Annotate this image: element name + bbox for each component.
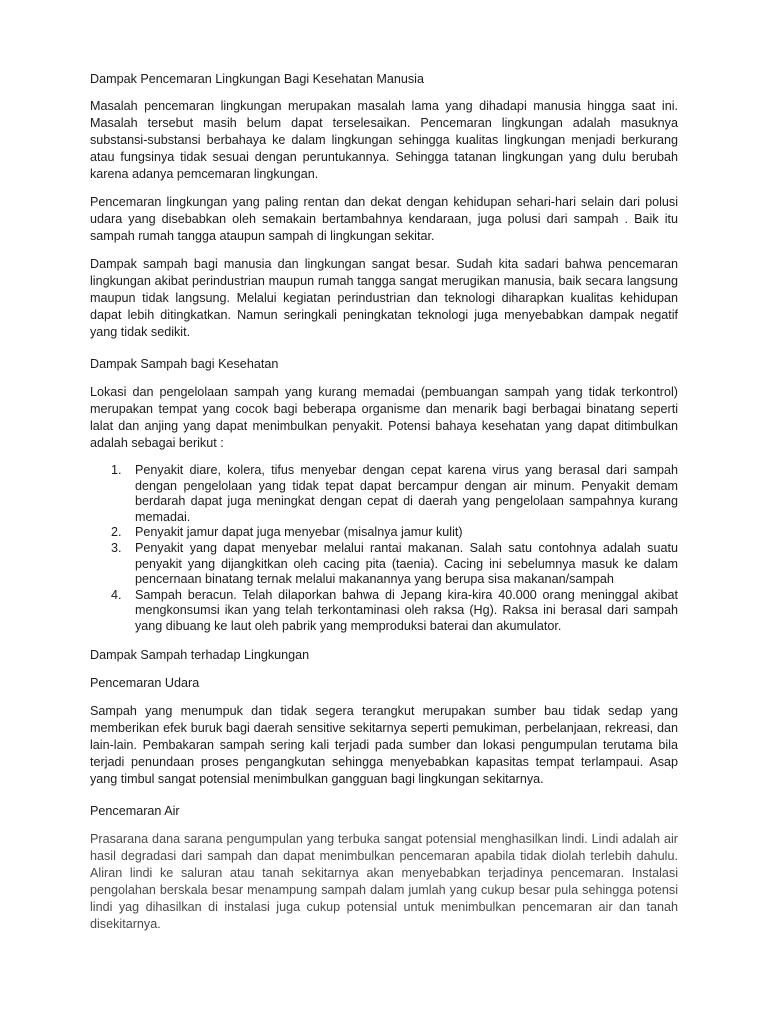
health-section-intro: Lokasi dan pengelolaan sampah yang kurang memadai (pembuangan sampah yang tidak terkontrol) merupakan tempat yang cocok bagi beberapa organisme dan menarik bagi berbagai binatang seperti lalat dan anjing yang dapat menimbulkan penyakit. Potensi bahaya kesehatan yang dapat ditimbulkan adalah sebagai berikut : xyxy=(90,385,678,450)
intro-paragraph-1: Masalah pencemaran lingkungan merupakan masalah lama yang dihadapi manusia hingga saat ini. Masalah tersebut masih belum dapat terselesaikan. Pencemaran lingkungan adalah masuknya substansi-substansi berbahaya ke dalam lingkungan sehingga kualitas lingkungan menjadi berkurang atau fungsinya tidak sesuai dengan peruntukannya. Sehingga tatanan lingkungan yang dulu berubah karena adanya pemcemaran lingkungan. xyxy=(90,99,678,181)
list-item xyxy=(111,525,678,541)
list-item-text: Sampah beracun. Telah dilaporkan bahwa di Jepang kira-kira 40.000 orang meninggal akibat mengkonsumsi ikan yang telah terkontaminasi oleh raksa (Hg). Raksa ini berasal dari sampah yang dibuang ke laut oleh pabrik yang memproduksi baterai dan akumulator. xyxy=(135,587,678,633)
list-item-text: Penyakit diare, kolera, tifus menyebar dengan cepat karena virus yang berasal dari sampah dengan pengelolaan yang tidak tepat dapat bercampur dengan air minum. Penyakit demam berdarah dapat juga meningkat dengan cepat di daerah yang pengelolaan sampahnya kurang memadai. xyxy=(135,463,678,524)
air-pollution-text: Sampah yang menumpuk dan tidak segera terangkut merupakan sumber bau tidak sedap yang memberikan efek buruk bagi daerah sensitive sekitarnya seperti pemukiman, perbelanjaan, rekreasi, dan lain-lain. Pembakaran sampah sering kali terjadi pada sumber dan lokasi pengumpulan terutama bila terjadi penundaan proses pengangkutan sehingga menyebabkan kapasitas tempat terlampaui. Asap yang timbul sangat potensial menimbulkan gangguan bagi lingkungan sekitarnya. xyxy=(90,703,678,786)
list-item-number: 2. xyxy=(111,525,122,540)
environment-section-heading: Dampak Sampah terhadap Lingkungan xyxy=(90,647,310,662)
health-section-heading: Dampak Sampah bagi Kesehatan xyxy=(90,357,279,371)
list-item-number: 4. xyxy=(111,587,122,602)
document-title: Dampak Pencemaran Lingkungan Bagi Kesehatan Manusia xyxy=(90,72,424,86)
list-item xyxy=(111,540,678,588)
list-item xyxy=(111,587,678,635)
list-item xyxy=(111,463,678,525)
intro-paragraph-2: Pencemaran lingkungan yang paling rentan dan dekat dengan kehidupan sehari-hari selain dari polusi udara yang disebabkan oleh semakain bertambahnya kendaraan, juga polusi dari sampah . Baik itu sampah rumah tangga ataupun sampah di lingkungan sekitar. xyxy=(90,195,678,243)
list-item-text: Penyakit yang dapat menyebar melalui rantai makanan. Salah satu contohnya adalah suatu penyakit yang dijangkitkan oleh cacing pita (taenia). Cacing ini sebelumnya masuk ke dalam pencernaan binatang ternak melalui makanannya yang berupa sisa makanan/sampah xyxy=(135,540,678,587)
air-pollution-heading: Pencemaran Udara xyxy=(90,675,200,690)
intro-paragraph-3: Dampak sampah bagi manusia dan lingkungan sangat besar. Sudah kita sadari bahwa pencemaran lingkungan akibat perindustrian maupun rumah tangga sangat merugikan manusia, baik secara langsung maupun tidak langsung. Melalui kegiatan perindustrian dan teknologi diharapkan kualitas kehidupan dapat lebih ditingkatkan. Namun seringkali peningkatan teknologi juga menyebabkan dampak negatif yang tidak sedikit. xyxy=(90,257,678,339)
health-risk-list xyxy=(90,463,678,635)
list-item-number: 1. xyxy=(111,463,122,477)
water-pollution-text: Prasarana dana sarana pengumpulan yang terbuka sangat potensial menghasilkan lindi. Lindi adalah air hasil degradasi dari sampah dan dapat menimbulkan pencemaran apabila tidak diolah terlebih dahulu. Aliran lindi ke saluran atau tanah sekitarnya akan menyebabkan terjadinya pencemaran. Instalasi pengolahan berskala besar menampung sampah dalam jumlah yang cukup besar pula sehingga potensi lindi yag dihasilkan di instalasi juga cukup potensial untuk menimbulkan pencemaran air dan tanah disekitarnya. xyxy=(90,831,678,931)
list-item-text: Penyakit jamur dapat juga menyebar (misalnya jamur kulit) xyxy=(135,525,463,540)
list-item-number: 3. xyxy=(111,540,122,555)
water-pollution-heading: Pencemaran Air xyxy=(90,803,180,818)
